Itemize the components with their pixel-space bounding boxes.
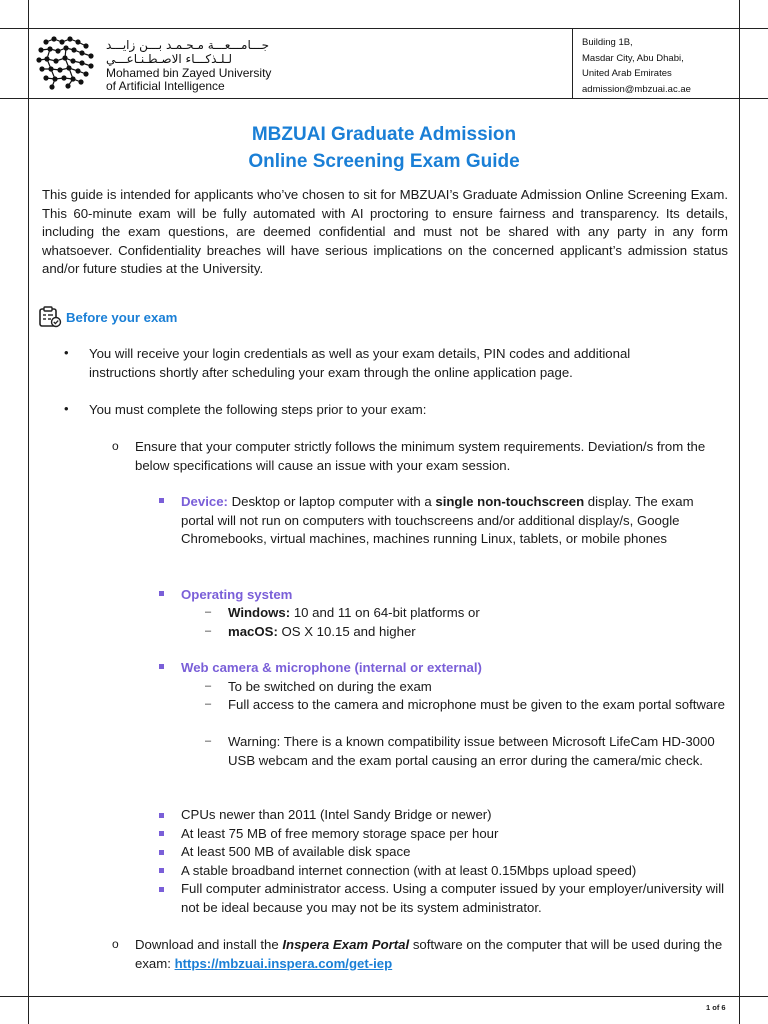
checklist-clipboard-icon xyxy=(38,306,62,328)
camera-label: Web camera & microphone (internal or external) xyxy=(181,660,482,675)
download-instructions xyxy=(135,936,725,973)
contact-email[interactable]: admission@mbzuai.ac.ae xyxy=(582,83,691,95)
os-macos-text: OS X 10.15 and higher xyxy=(277,624,416,639)
address-line-2: Masdar City, Abu Dhabi, xyxy=(582,52,684,64)
contact-address xyxy=(582,35,691,97)
dash-marker: – xyxy=(205,625,212,637)
logo-arabic-line-1: جـــامـــعـــة مـحـمـد بـــن زايـــد xyxy=(106,38,270,52)
dash-marker: – xyxy=(205,606,212,618)
req-admin-access: Full computer administrator access. Using a computer issued by your employer/university will not be ideal because you may not be its system administrator. xyxy=(181,881,725,915)
address-line-1: Building 1B, xyxy=(582,37,633,48)
dash-marker: – xyxy=(205,698,212,710)
os-macos-label: macOS: xyxy=(228,624,278,639)
camera-full-access: Full access to the camera and microphone must be given to the exam portal software xyxy=(228,697,725,712)
device-requirement xyxy=(181,493,706,549)
dash-marker: – xyxy=(205,680,212,692)
download-text-a: Download and install the xyxy=(135,937,283,952)
header-divider xyxy=(572,28,573,98)
square-bullet xyxy=(159,887,164,892)
device-label: Device: xyxy=(181,494,228,509)
os-windows-text: 10 and 11 on 64-bit platforms or xyxy=(290,605,480,620)
dash-marker: – xyxy=(205,735,212,747)
bullet-login-credentials: You will receive your login credentials as well as your exam details, PIN codes and additional instructions shortly after scheduling your exam through the online application page. xyxy=(89,346,631,380)
section-heading xyxy=(38,306,177,328)
logo-english-line-1: Mohamed bin Zayed University xyxy=(106,66,272,80)
square-bullet xyxy=(159,831,164,836)
document-title-line-2: Online Screening Exam Guide xyxy=(248,151,520,172)
logo-mark-icon xyxy=(36,36,96,90)
bullet-marker: • xyxy=(64,345,69,360)
section-heading-label: Before your exam xyxy=(66,309,178,325)
square-bullet xyxy=(159,498,164,503)
header-top-rule xyxy=(0,28,768,29)
sub-bullet-marker: o xyxy=(112,439,119,453)
address-line-3: United Arab Emirates xyxy=(582,68,672,79)
req-internet: A stable broadband internet connection (with at least 0.15Mbps upload speed) xyxy=(181,863,637,878)
camera-warning: Warning: There is a known compatibility issue between Microsoft LifeCam HD-3000 USB webcam and the exam portal causing an error during the camera/mic check. xyxy=(228,734,715,768)
square-bullet xyxy=(159,850,164,855)
sub-bullet-marker: o xyxy=(112,937,119,951)
square-bullet xyxy=(159,591,164,596)
logo-english-line-2: of Artificial Intelligence xyxy=(106,79,225,93)
header-bottom-rule xyxy=(0,98,768,99)
download-text-b: software on the computer that will be used during the exam: xyxy=(135,937,723,971)
system-requirements-note: Ensure that your computer strictly follows the minimum system requirements. Deviation/s from the below specifications will cause an issue with your exam session. xyxy=(135,439,706,473)
document-title-line-1: MBZUAI Graduate Admission xyxy=(251,124,517,145)
inspera-portal-name: Inspera Exam Portal xyxy=(282,937,410,952)
camera-switched-on: To be switched on during the exam xyxy=(228,679,432,694)
req-disk: At least 500 MB of available disk space xyxy=(181,844,411,859)
os-windows-label: Windows: xyxy=(228,605,291,620)
square-bullet xyxy=(159,813,164,818)
os-macos xyxy=(228,623,416,642)
req-cpu: CPUs newer than 2011 (Intel Sandy Bridge or newer) xyxy=(181,807,492,822)
square-bullet xyxy=(159,664,164,669)
device-bold: single non-touchscreen xyxy=(435,494,585,509)
os-label: Operating system xyxy=(181,587,293,602)
page-number: 1 of 6 xyxy=(706,1003,726,1012)
footer-rule xyxy=(0,996,768,997)
device-text-a: Desktop or laptop computer with a xyxy=(227,494,436,509)
university-logo xyxy=(36,36,296,92)
logo-text xyxy=(106,38,271,93)
logo-arabic-line-2: لـلـذكـــاء الاصـطـنـاعـــي xyxy=(106,52,233,66)
intro-paragraph: This guide is intended for applicants who’ve chosen to sit for MBZUAI’s Graduate Admission Online Screening Exam. This 60-minute exam will be fully automated with AI proctoring to ensure fairness and transparency. Its details, including the exam questions, are deemed confidential and must not be shared with any party in any form whatsoever. Confidentiality breaches will have serious implications on the concerned applicant’s admission status and/or future studies at the University. xyxy=(42,187,728,277)
square-bullet xyxy=(159,868,164,873)
req-memory: At least 75 MB of free memory storage space per hour xyxy=(181,826,499,841)
inspera-download-link[interactable]: https://mbzuai.inspera.com/get-iep xyxy=(174,955,393,971)
os-windows xyxy=(228,604,480,623)
device-text-b: display. The exam portal will not run on computers with touchscreens and/or additional display/s, Google Chromebooks, virtual machines, machines running Linux, tablets, or mobile phones xyxy=(181,494,694,547)
bullet-prior-steps: You must complete the following steps prior to your exam: xyxy=(89,402,427,417)
bullet-marker: • xyxy=(64,401,69,416)
